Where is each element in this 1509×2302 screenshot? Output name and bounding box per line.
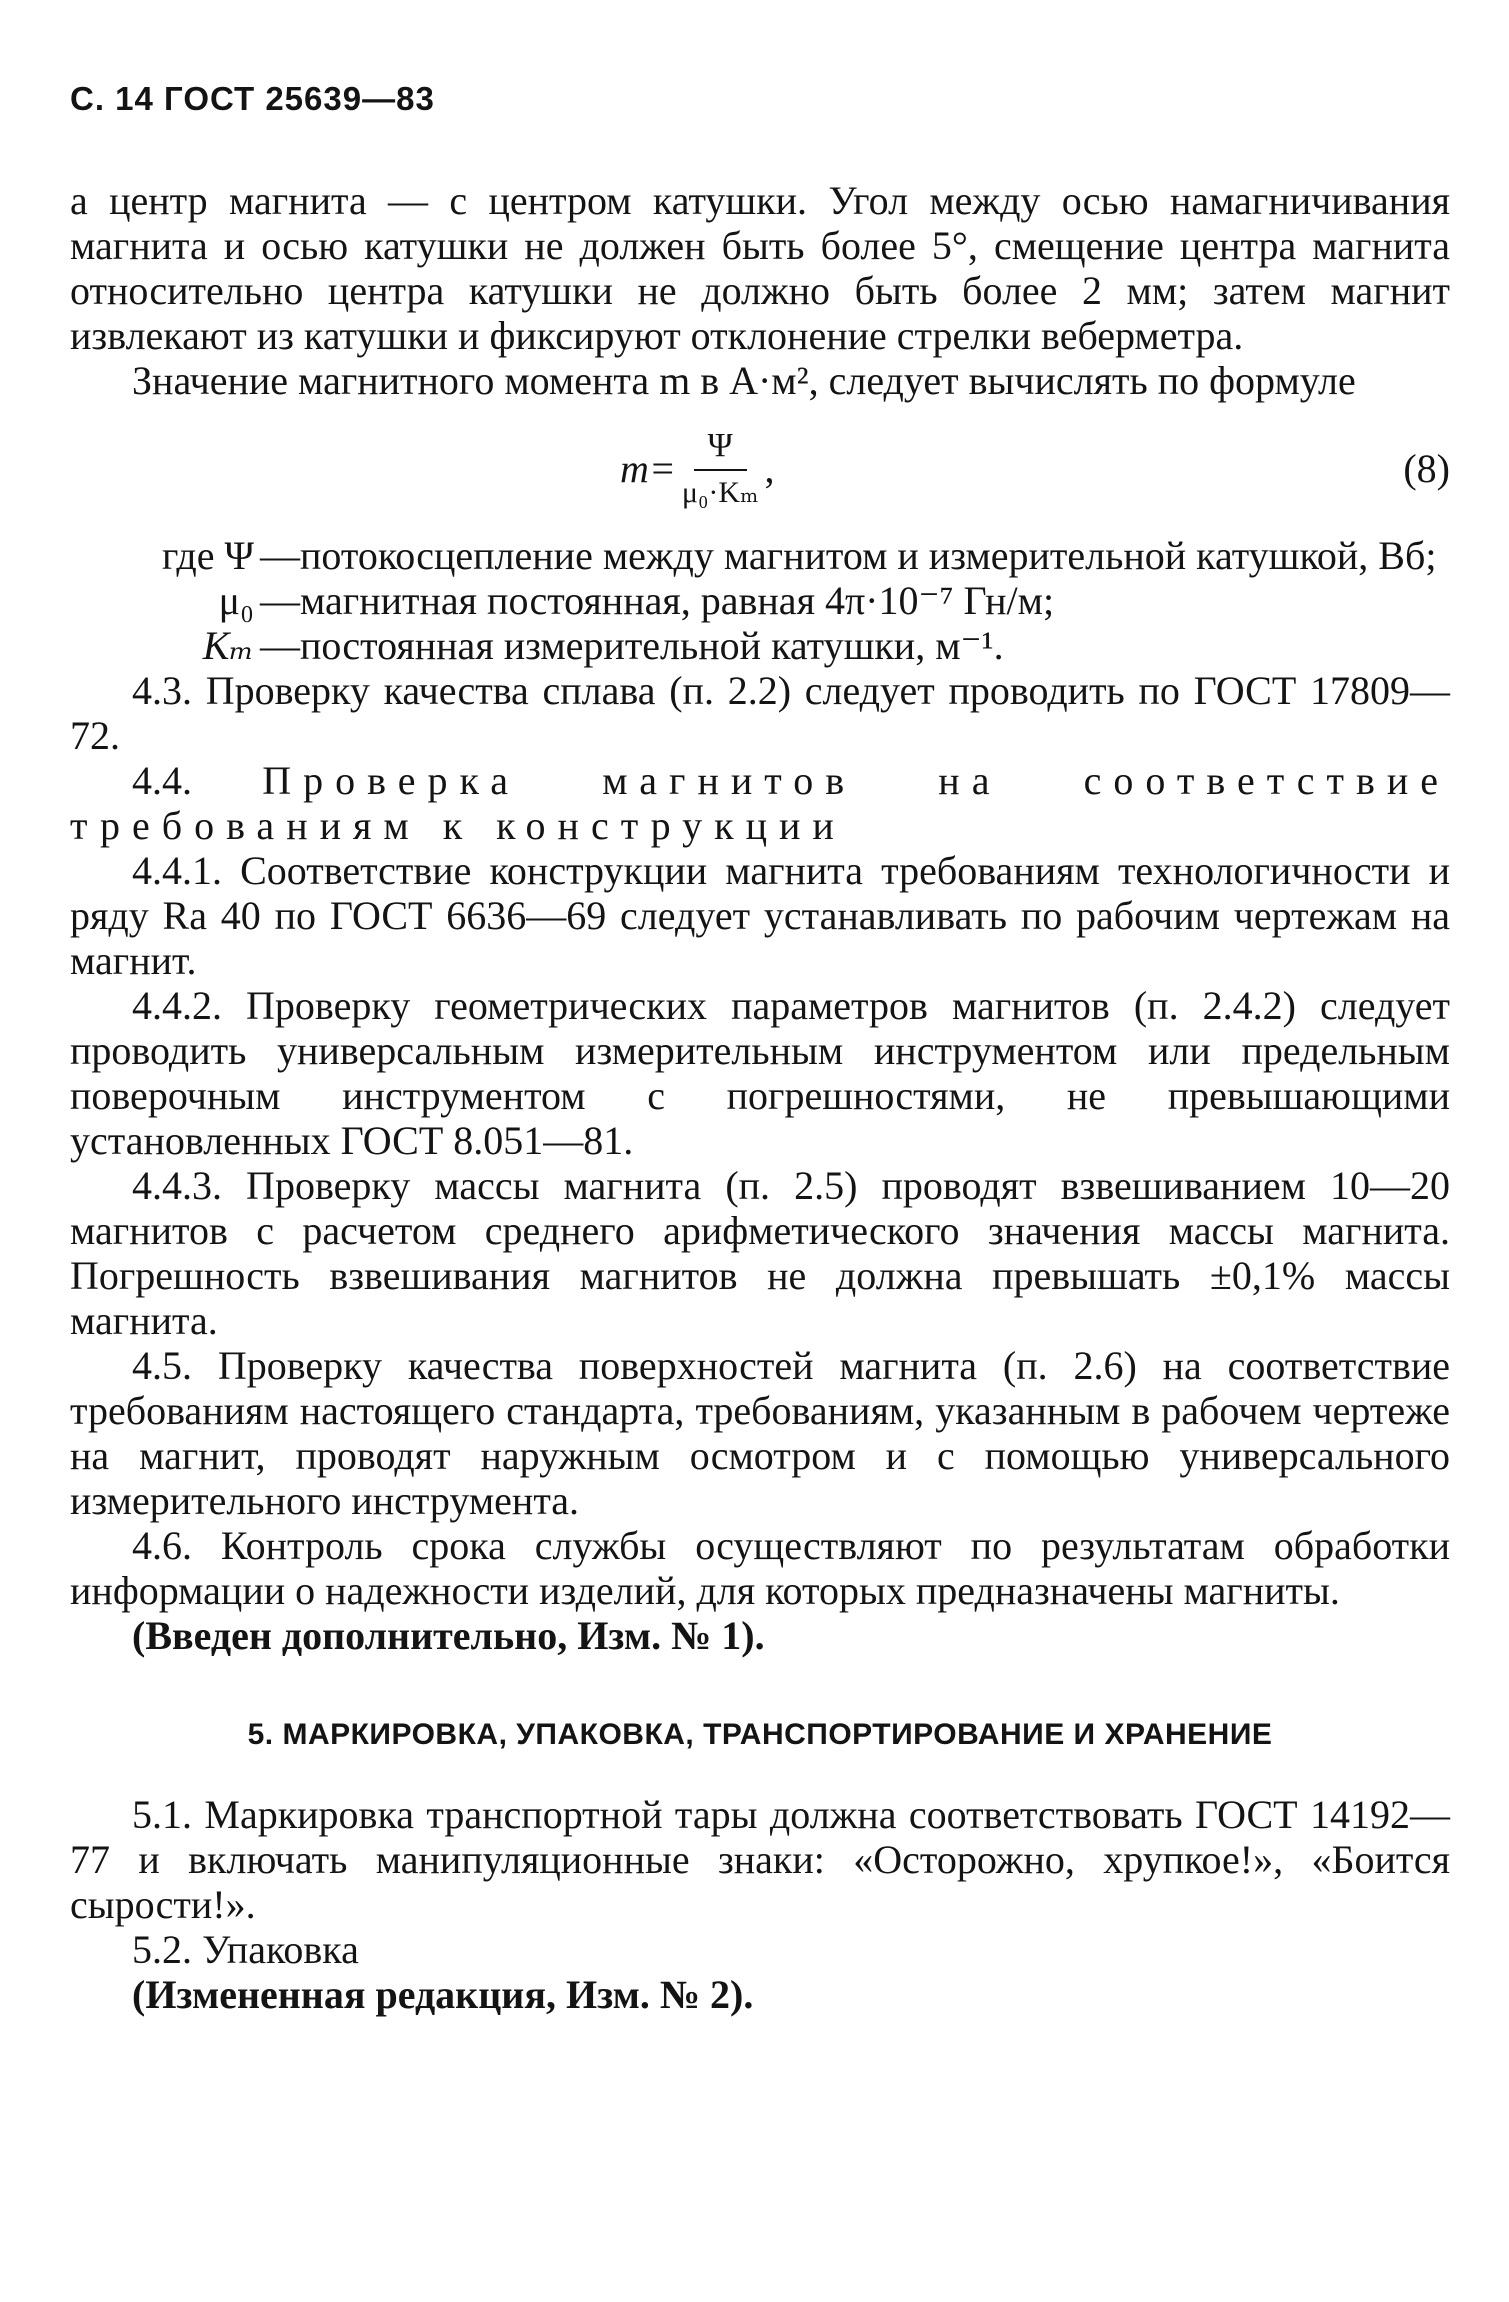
legend-symbol: μ₀ — [218, 578, 254, 623]
amendment-note-1: (Введен дополнительно, Изм. № 1). — [132, 1613, 765, 1658]
legend-text: магнитная постоянная, равная 4π·10⁻⁷ Гн/м; — [300, 578, 1055, 623]
legend-dash: — — [260, 533, 300, 578]
amendment-note-2: (Измененная редакция, Изм. № 2). — [132, 1972, 754, 2017]
paragraph-4-3: 4.3. Проверку качества сплава (п. 2.2) следует проводить по ГОСТ 17809—72. — [70, 668, 1450, 758]
section-5-title: 5. МАРКИРОВКА, УПАКОВКА, ТРАНСПОРТИРОВАНИЕ И ХРАНЕНИЕ — [247, 1718, 1273, 1751]
formula-legend — [70, 533, 1450, 668]
document-page — [70, 80, 1450, 2017]
legend-text: потокосцепление между магнитом и измерительной катушкой, Вб; — [300, 533, 1437, 578]
formula-denominator: μ₀·Kₘ — [681, 476, 759, 509]
legend-dash: — — [260, 578, 300, 623]
paragraph-4-4-3: 4.4.3. Проверку массы магнита (п. 2.5) проводят взвешиванием 10—20 магнитов с расчетом среднего арифметического значения массы магнита. Погрешность взвешивания магнитов не должна превышать ±0,1% массы магнита. — [70, 1163, 1450, 1343]
formula-8 — [620, 427, 775, 510]
paragraph-4-5: 4.5. Проверку качества поверхностей магнита (п. 2.6) на соответствие требованиям настоящего стандарта, требованиям, указанным в рабочем чертеже на магнит, проводят наружным осмотром и с помощью универсального измерительного инструмента. — [70, 1343, 1450, 1523]
legend-text: постоянная измерительной катушки, м⁻¹. — [300, 623, 1004, 668]
legend-symbol: где Ψ — [161, 533, 254, 578]
formula-trail: , — [764, 446, 775, 491]
paragraph-4-4-number: 4.4. — [132, 758, 192, 803]
paragraph-4-6: 4.6. Контроль срока службы осуществляют по результатам обработки информации о надежности изделий, для которых предназначены магниты. — [70, 1523, 1450, 1613]
paragraph-formula-intro: Значение магнитного момента m в А·м², следует вычислять по формуле — [132, 358, 1356, 403]
page-header: С. 14 ГОСТ 25639—83 — [70, 80, 435, 117]
legend-symbol: Kₘ — [202, 623, 254, 668]
paragraph-4-4 — [70, 758, 1450, 848]
paragraph-4-4-1: 4.4.1. Соответствие конструкции магнита требованиям технологичности и ряду Ra 40 по ГОСТ 6636—69 следует устанавливать по рабочим чертежам на магнит. — [70, 848, 1450, 983]
paragraph-4-4-title: Проверка магнитов на соответствие требованиям к конструкции — [70, 758, 1450, 848]
formula-numerator: Ψ — [694, 427, 747, 471]
paragraph-continuation: а центр магнита — с центром катушки. Угол между осью намагничивания магнита и осью катушки не должен быть более 5°, смещение центра магнита относительно центра катушки не должно быть более 2 мм; затем магнит извлекают из катушки и фиксируют отклонение стрелки веберметра. — [70, 178, 1450, 358]
paragraph-5-1: 5.1. Маркировка транспортной тары должна соответствовать ГОСТ 14192—77 и включать манипуляционные знаки: «Осторожно, хрупкое!», «Боится сырости!». — [70, 1792, 1450, 1927]
formula-lhs: m= — [620, 446, 676, 491]
paragraph-5-2: 5.2. Упаковка — [132, 1927, 359, 1972]
formula-fraction — [682, 427, 759, 510]
legend-dash: — — [260, 623, 300, 668]
formula-number: (8) — [1403, 446, 1450, 491]
formula-block — [70, 417, 1450, 527]
paragraph-4-4-2: 4.4.2. Проверку геометрических параметров магнитов (п. 2.4.2) следует проводить универсальным измерительным инструментом или предельным поверочным инструментом с погрешностями, не превышающими установленных ГОСТ 8.051—81. — [70, 983, 1450, 1163]
